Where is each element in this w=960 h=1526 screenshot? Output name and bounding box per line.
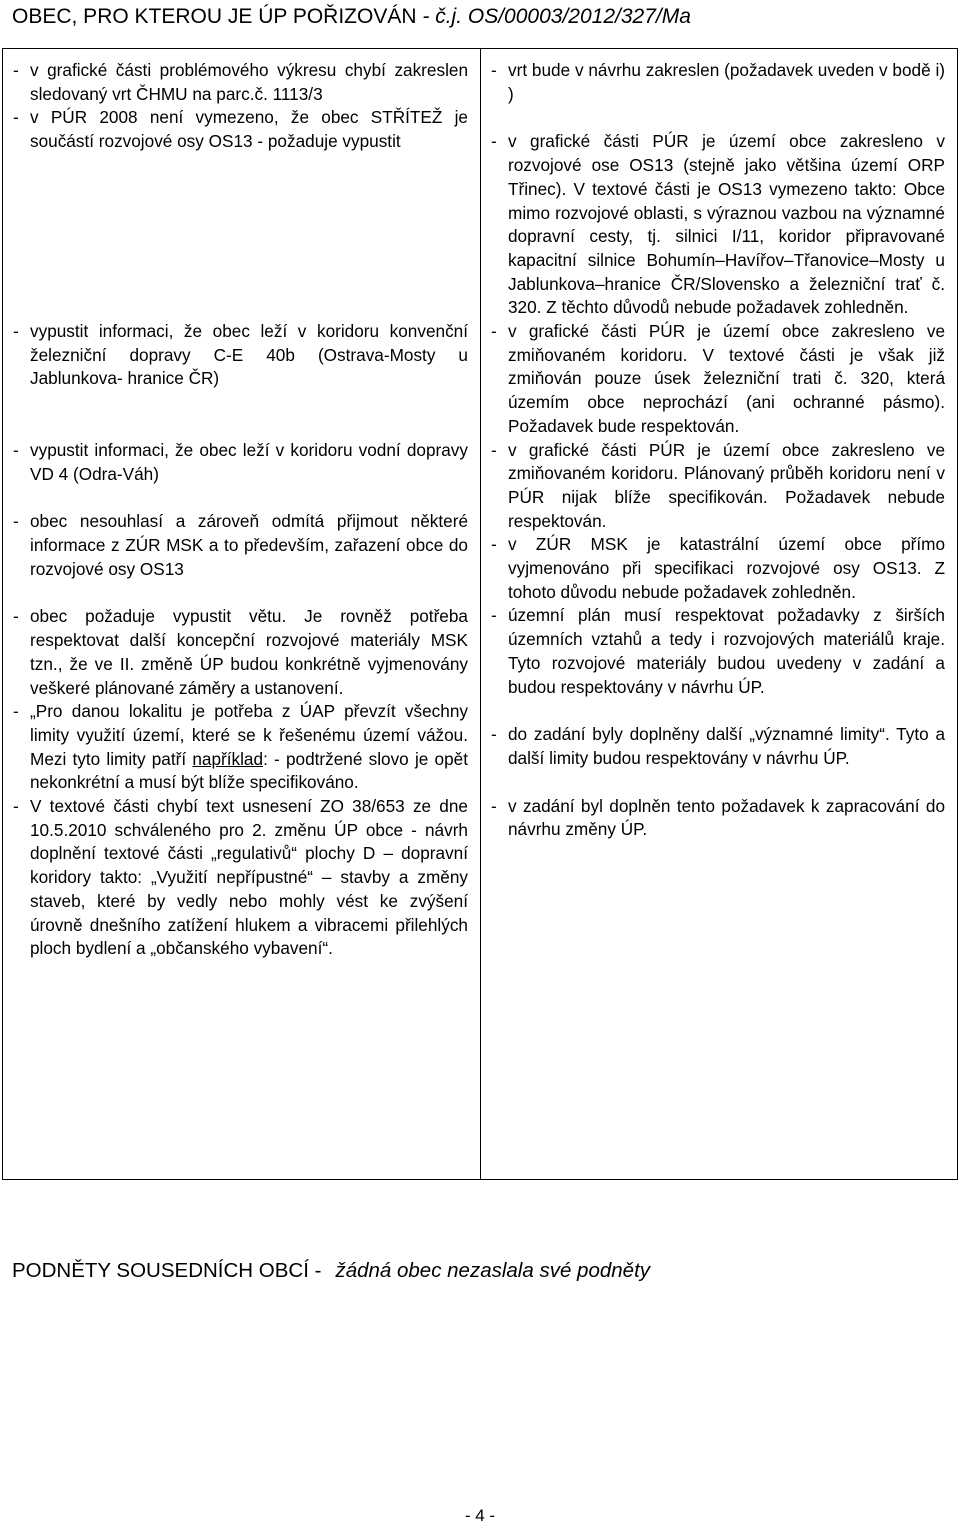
right-column-cell <box>481 49 958 1180</box>
list-item: - v grafické části PÚR je území obce zakresleno ve zmiňovaném koridoru. V textové části je však již zmiňován pouze úsek železniční trati č. 320, která územím obce neprochází (ani ochranné pásmo). Požadavek bude respektován. <box>491 320 945 439</box>
list-item: - v ZÚR MSK je katastrální území obce přímo vyjmenováno při specifikaci rozvojové osy OS13. Z tohoto důvodu nebude požadavek zohledněn. <box>491 533 945 604</box>
underlined-word: například <box>192 748 264 769</box>
right-item-text: v grafické části PÚR je území obce zakresleno v rozvojové ose OS13 (stejně jako většina území ORP Třinec). V textové části je OS13 vymezeno takto: Obce mimo rozvojové oblasti, s výraznou vazbou na významné dopravní cesty, tj. silnici I/11, koridor připravované kapacitní silnice Bohumín–Havířov–Třanovice–Mosty u Jablunkova–hranice ČR/Slovensko a železniční trať č. 320. Z těchto důvodů nebude požadavek zohledněn. <box>508 131 945 318</box>
list-item: - do zadání byly doplněny další „významné limity“. Tyto a další limity budou respektovány v návrhu ÚP. <box>491 723 945 770</box>
right-item-text: do zadání byly doplněny další „významné limity“. Tyto a další limity budou respektovány v návrhu ÚP. <box>508 724 945 768</box>
list-item: - obec nesouhlasí a zároveň odmítá přijmout některé informace z ZÚR MSK a to především, zařazení obce do rozvojové osy OS13 <box>13 510 468 581</box>
header-separator: - <box>416 5 436 28</box>
neighbour-suggestions-note <box>12 1258 952 1284</box>
left-item-text: obec nesouhlasí a zároveň odmítá přijmout některé informace z ZÚR MSK a to především, zařazení obce do rozvojové osy OS13 <box>30 511 468 579</box>
header-reference: č.j. OS/00003/2012/327/Ma <box>435 5 691 28</box>
right-item-text: územní plán musí respektovat požadavky z širších územních vztahů a tedy i rozvojových materiálů kraje. Tyto rozvojové materiály budou uvedeny v zadání a budou respektovány v návrhu ÚP. <box>508 605 945 697</box>
left-column-cell <box>3 49 481 1180</box>
right-item-text: v ZÚR MSK je katastrální území obce přímo vyjmenováno při specifikaci rozvojové osy OS13. Z tohoto důvodu nebude požadavek zohledněn. <box>508 534 945 602</box>
page-number: - 4 - <box>464 1506 496 1525</box>
right-item-text: vrt bude v návrhu zakreslen (požadavek uveden v bodě i) ) <box>508 60 945 104</box>
page-header <box>12 4 952 30</box>
list-item: - v grafické části problémového výkresu chybí zakreslen sledovaný vrt ČHMU na parc.č. 1113/3 <box>13 59 468 106</box>
list-item: - v PÚR 2008 není vymezeno, že obec STŘÍTEŽ je součástí rozvojové osy OS13 - požaduje vypustit <box>13 106 468 153</box>
right-item-text: v grafické části PÚR je území obce zakresleno ve zmiňovaném koridoru. V textové části je však již zmiňován pouze úsek železniční trati č. 320, která územím obce neprochází (ani ochranné pásmo). Požadavek bude respektován. <box>508 321 945 436</box>
section-label: PODNĚTY SOUSEDNÍCH OBCÍ - <box>12 1259 322 1282</box>
list-item: - vrt bude v návrhu zakreslen (požadavek uveden v bodě i) ) <box>491 59 945 106</box>
left-item-text: „Pro danou lokalitu je potřeba z ÚAP převzít všechny limity využití území, které se k řešenému území vážou. Mezi tyto limity patří například: - podtržené slovo je opět nekonkrétní a musí být blíže specifikováno. <box>30 701 468 793</box>
list-item: - „Pro danou lokalitu je potřeba z ÚAP převzít všechny limity využití území, které se k řešenému území vážou. Mezi tyto limity patří například: - podtržené slovo je opět nekonkrétní a musí být blíže specifikováno. <box>13 700 468 795</box>
list-item: - v zadání byl doplněn tento požadavek k zapracování do návrhu změny ÚP. <box>491 795 945 842</box>
left-item-text: v PÚR 2008 není vymezeno, že obec STŘÍTEŽ je součástí rozvojové osy OS13 - požaduje vypustit <box>30 107 468 152</box>
right-item-text: v zadání byl doplněn tento požadavek k zapracování do návrhu změny ÚP. <box>508 795 945 840</box>
left-item-text: v grafické části problémového výkresu chybí zakreslen sledovaný vrt ČHMU na parc.č. 1113/3 <box>30 60 468 104</box>
header-title: OBEC, PRO KTEROU JE ÚP POŘIZOVÁN <box>12 5 417 28</box>
list-item: - v grafické části PÚR je území obce zakresleno ve zmiňovaném koridoru. Plánovaný průběh koridoru není v PÚR nijak blíže specifikován. Požadavek nebude respektován. <box>491 439 945 534</box>
list-item: - obec požaduje vypustit větu. Je rovněž potřeba respektovat další koncepční rozvojové materiály MSK tzn., že ve II. změně ÚP budou konkrétně vyjmenovány veškeré plánované záměry a ustanovení. <box>13 605 468 700</box>
left-item-text: vypustit informaci, že obec leží v koridoru konvenční železniční dopravy C-E 40b (Ostrava-Mosty u Jablunkova- hranice ČR) <box>30 320 468 389</box>
list-item: - v grafické části PÚR je území obce zakresleno v rozvojové ose OS13 (stejně jako většina území ORP Třinec). V textové části je OS13 vymezeno takto: Obce mimo rozvojové oblasti, s výraznou vazbou na významné dopravní cesty, tj. silnici I/11, koridor připravované kapacitní silnice Bohumín–Havířov–Třanovice–Mosty u Jablunkova–hranice ČR/Slovensko a železniční trať č. 320. Z těchto důvodů nebude požadavek zohledněn. <box>491 130 945 320</box>
list-item: - vypustit informaci, že obec leží v koridoru konvenční železniční dopravy C-E 40b (Ostrava-Mosty u Jablunkova- hranice ČR) <box>13 320 468 391</box>
list-item: - vypustit informaci, že obec leží v koridoru vodní dopravy VD 4 (Odra-Váh) <box>13 439 468 486</box>
comments-table <box>2 48 958 1180</box>
list-item: - V textové části chybí text usnesení ZO 38/653 ze dne 10.5.2010 schváleného pro 2. změnu ÚP obce - návrh doplnění textové části „regulativů“ plochy D – dopravní koridory takto: „Využití nepřípustné“ – stavby a změny staveb, které by vedly nebo mohly vést ke zvýšení úrovně dnešního zatížení hlukem a vibracemi přilehlých ploch bydlení a „občanského vybavení“. <box>13 795 468 961</box>
right-item-text: v grafické části PÚR je území obce zakresleno ve zmiňovaném koridoru. Plánovaný průběh koridoru není v PÚR nijak blíže specifikován. Požadavek nebude respektován. <box>508 439 945 531</box>
table-row <box>3 49 958 1180</box>
left-item-text: vypustit informaci, že obec leží v koridoru vodní dopravy VD 4 (Odra-Váh) <box>30 439 468 484</box>
list-item: - územní plán musí respektovat požadavky z širších územních vztahů a tedy i rozvojových materiálů kraje. Tyto rozvojové materiály budou uvedeny v zadání a budou respektovány v návrhu ÚP. <box>491 604 945 699</box>
left-item-text: obec požaduje vypustit větu. Je rovněž potřeba respektovat další koncepční rozvojové materiály MSK tzn., že ve II. změně ÚP budou konkrétně vyjmenovány veškeré plánované záměry a ustanovení. <box>30 606 468 698</box>
left-item-text: V textové části chybí text usnesení ZO 38/653 ze dne 10.5.2010 schváleného pro 2. změnu ÚP obce - návrh doplnění textové části „regulativů“ plochy D – dopravní koridory takto: „Využití nepřípustné“ – stavby a změny staveb, které by vedly nebo mohly vést ke zvýšení úrovně dnešního zatížení hlukem a vibracemi přilehlých ploch bydlení a „občanského vybavení“. <box>30 796 468 959</box>
section-text: žádná obec nezaslala své podněty <box>335 1259 651 1282</box>
